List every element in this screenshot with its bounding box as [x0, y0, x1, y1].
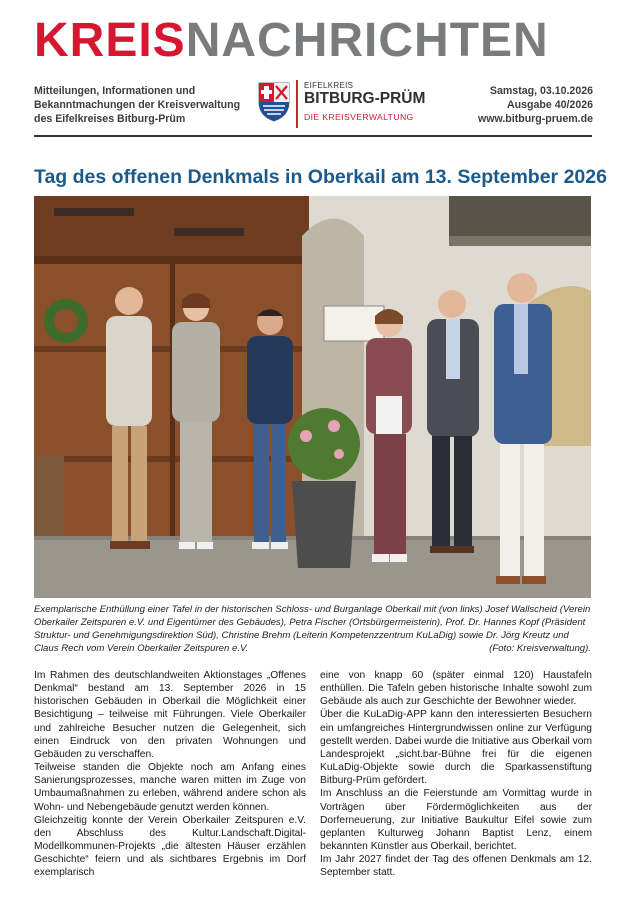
paragraph: Im Anschluss an die Feierstunde am Vormittag wurde in Vorträgen über Fördermöglichkeiten aus der Dorferneuerung, zur Initiative Baukultur Eifel sowie zum geplanten Kulturweg Johann Baptist Lenz, einem bekannten Künstler aus Oberkail, berichtet. — [320, 788, 592, 853]
description-line: Mitteilungen, Informationen und — [34, 85, 196, 97]
header-rule — [34, 135, 592, 137]
paragraph: Im Jahr 2027 findet der Tag des offenen Denkmals am 12. September statt. — [320, 854, 592, 879]
logo-line-2: BITBURG-PRÜM — [304, 90, 426, 107]
issue-number: Ausgabe 40/2026 — [507, 99, 593, 111]
article-column-right — [320, 669, 592, 880]
logo-divider — [296, 80, 298, 128]
logo-line-1: EIFELKREIS — [304, 81, 354, 90]
paragraph: eine von knapp 60 (später einmal 120) Haustafeln enthüllen. Die Tafeln geben historische Inhalte sowohl zum Gebäude als auch zur Geschichte der Bewohner wieder. — [320, 670, 592, 708]
logo-line-3: DIE KREISVERWALTUNG — [304, 112, 414, 122]
issue-info — [478, 84, 593, 126]
article-photo — [34, 196, 591, 598]
masthead — [34, 16, 594, 66]
caption-text: Exemplarische Enthüllung einer Tafel in der historischen Schloss- und Burganlage Oberkail mit (von links) Josef Wallscheid (Verein Oberkailer Zeitspuren e.V. und Eigentümer des Gebäudes), Petra Fischer (Ortsbürgermeisterin), Prof. Dr. Hannes Kopf (Präsident Struktur- und Genehmigungsdirektion Süd), Christine Brehm (Leiterin Kompetenzzentrum KuLaDig) sowie Dr. Jörg Kreutz und Claus Rech vom Verein Oberkailer Zeitspuren e.V. — [34, 604, 591, 654]
publication-description — [34, 84, 249, 126]
photo-caption — [34, 603, 591, 655]
eifelkreis-logo — [256, 78, 424, 130]
masthead-nachrichten: NACHRICHTEN — [185, 14, 549, 67]
paragraph: Über die KuLaDig-APP kann den interessierten Besuchern ein umfangreiches Hintergrundwissen online zur Verfügung gestellt werden. Dabei wurde die Initiative aus Oberkail vom Landesprojekt „sicht.bar-Bühne frei für die eigenen KuLaDig-Objekte sowie durch die Sparkassenstiftung Bitburg-Prüm gefördert. — [320, 709, 592, 787]
article-column-left — [34, 669, 306, 880]
masthead-kreis: KREIS — [34, 14, 186, 67]
paragraph: Gleichzeitig konnte der Verein Oberkailer Zeitspuren e.V. den Abschluss des Kultur.Landschaft.Digital-Modellkommunen-Projekts „die ältesten Häuser erzählen Geschichte“ feiern und als sichtbares Ergebnis im Dorf exemplarisch — [34, 814, 306, 879]
paragraph: Teilweise standen die Objekte noch am Anfang eines Sanierungsprozesses, manche waren mitten im Zuge von Umbaumaßnahmen zu erleben, während andere schon als Wohn- und Nebengebäude genutzt werden können. — [34, 762, 306, 813]
description-line: Bekanntmachungen der Kreisverwaltung — [34, 99, 241, 111]
paragraph: Im Rahmen des deutschlandweiten Aktionstages „Offenes Denkmal“ bestand am 13. September 2026 in 15 historischen Gebäuden in Oberkail die Möglichkeit einer Besichtigung – teilweise mit Führungen. Viele Oberkailer und zahlreiche Besucher nutzen die Gelegenheit, sich einen Eindruck von den privaten Wohnungen und Gebäuden zu verschaffen. — [34, 670, 306, 760]
description-line: des Eifelkreises Bitburg-Prüm — [34, 113, 186, 125]
coat-of-arms-icon — [258, 82, 290, 122]
photo-credit: (Foto: Kreisverwaltung). — [489, 643, 591, 654]
group-photo-illustration — [34, 196, 591, 598]
article-headline: Tag des offenen Denkmals in Oberkail am 13. September 2026 — [34, 166, 607, 188]
website-link[interactable]: www.bitburg-pruem.de — [478, 113, 593, 125]
issue-date: Samstag, 03.10.2026 — [489, 85, 593, 97]
